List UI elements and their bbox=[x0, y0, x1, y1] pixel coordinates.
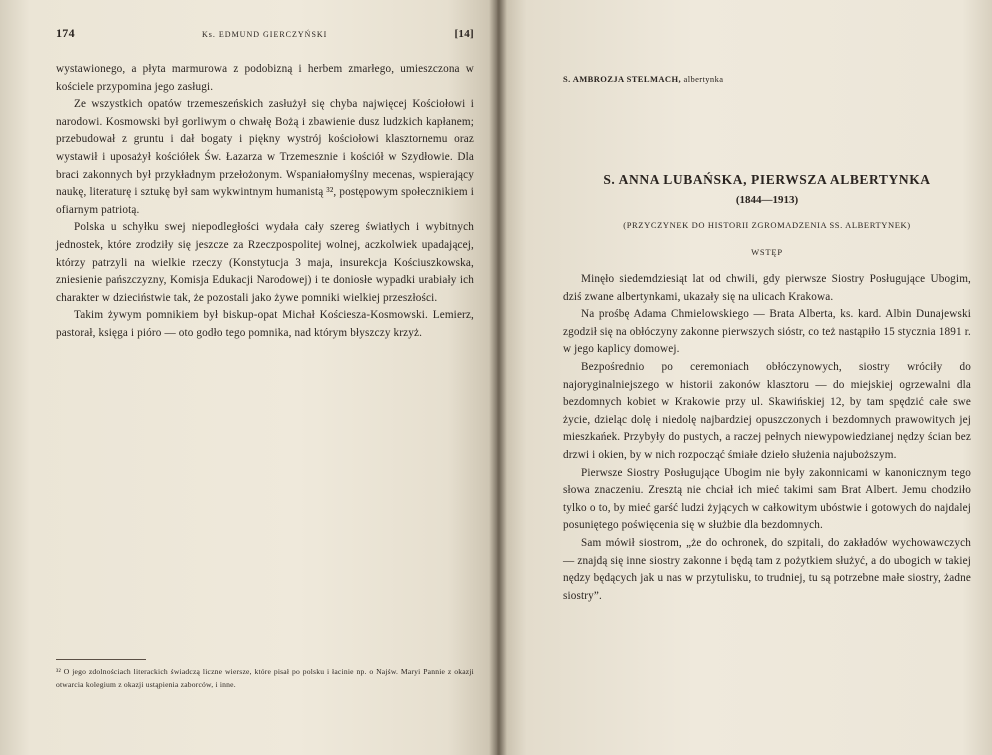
paragraph: Na prośbę Adama Chmielowskiego — Brata Alberta, ks. kard. Albin Dunajewski zgodził się na obłóczyny zakonne pierwszych sióstr, co też nastąpiło 15 stycznia 1891 r. w jego kaplicy domowej. bbox=[563, 308, 971, 356]
left-running-header bbox=[56, 26, 474, 41]
right-running-header bbox=[563, 74, 972, 84]
paragraph: Pierwsze Siostry Posługujące Ubogim nie były zakonnicami w kanonicznym tego słowa znaczeniu. Zresztą nie chciał ich mieć takimi sam Brat Albert. Jemu chodziło tylko o to, by mieć garść ludzi żyjących w całkowitym ubóstwie i gotowych do najdalej posuniętego poświęcenia się w służbie dla bezdomnych. bbox=[563, 466, 971, 532]
footnote-divider bbox=[56, 659, 146, 660]
paragraph: Sam mówił siostrom, „że do ochronek, do szpitali, do zakładów wychowawczych — znajdą się inne siostry zakonne i będą tam z pożytkiem służyć, a do ubogich w takiej nędzy będących jak u nas w przytulisku, to trudniej, tu są potrzebne małe siostry, żadne siostry”. bbox=[563, 536, 971, 602]
section-number: [14] bbox=[454, 28, 474, 40]
right-body-text bbox=[563, 271, 971, 605]
book-gutter bbox=[489, 0, 507, 755]
running-head-role: albertynka bbox=[683, 74, 724, 84]
paragraph: Minęło siedemdziesiąt lat od chwili, gdy pierwsze Siostry Posługujące Ubogim, dziś zwane albertynkami, ukazały się na ulicach Krakowa. bbox=[563, 273, 971, 303]
running-head-author: S. AMBROZJA STELMACH, bbox=[563, 74, 681, 84]
article-title: S. ANNA LUBAŃSKA, PIERWSZA ALBERTYNKA bbox=[603, 172, 931, 187]
right-page bbox=[497, 0, 992, 755]
article-subtitle: (PRZYCZYNEK DO HISTORII ZGROMADZENIA SS. ALBERTYNEK) bbox=[623, 220, 911, 230]
section-heading: WSTĘP bbox=[751, 247, 783, 257]
paragraph: Takim żywym pomnikiem był biskup-opat Michał Kościesza-Kosmowski. Lemierz, pastorał, księga i pióro — oto godło tego pomnika, nad którym błyszczy krzyż. bbox=[56, 309, 474, 339]
running-head-author: Ks. EDMUND GIERCZYŃSKI bbox=[202, 30, 328, 39]
footnote: ³² O jego zdolnościach literackich świadczą liczne wiersze, które pisał po polsku i łacinie np. o Najśw. Maryi Pannie z okazji otwarcia kolegium z okazji ustąpienia zaborców, i inne. bbox=[56, 667, 474, 689]
paragraph: wystawionego, a płyta marmurowa z podobizną i herbem zmarłego, umieszczona w kościele przypomina jego zasługi. bbox=[56, 63, 474, 93]
paragraph: Polska u schyłku swej niepodległości wydała cały szereg światłych i wybitnych jednostek, które zrodziły się jeszcze za Rzeczpospolitej wolnej, aczkolwiek upadającej, którzy patrzyli na wielkie rzeczy (Konstytucja 3 maja, insurekcja Kościuszkowska, zniesienie pańszczyzny, Komisja Edukacji Narodowej) i te doniosłe wypadki urabiały ich charakter w dzieciństwie tak, że pozostali jako żywe pomniki wielkiej przeszłości. bbox=[56, 221, 474, 304]
paragraph: Bezpośrednio po ceremoniach obłóczynowych, siostry wróciły do najoryginalniejszego w historii zakonów klasztoru — do miejskiej ogrzewalni dla bezdomnych kobiet w Krakowie przy ul. Skawińskiej 12, by tam spędzić całe swe życie, dzieląc dolę i niedolę najbardziej opuszczonych i bezdomnych prawowitych jej mieszkańek. Przybyły do pustych, a raczej pełnych niewypowiedzianej nędzy ścian bez drzwi i okien, by w nich rozpocząć śmiałe dzieło służenia najuboższym. bbox=[563, 360, 971, 461]
left-body-text bbox=[56, 61, 474, 343]
page-number: 174 bbox=[56, 26, 75, 40]
article-years: (1844—1913) bbox=[735, 194, 799, 206]
paragraph: Ze wszystkich opatów trzemeszeńskich zasłużył się chyba najwięcej Kościołowi i narodowi. Kosmowski był gorliwym o chwałę Bożą i zbawienie dusz ludzkich kapłanem; przebudował z gruntu i dał bogaty i piękny wystrój kościołowi klasztornemu oraz wystawił i uposażył kościółek Św. Łazarza w Trzemesznie i kościół w Szydłowie. Dla braci zakonnych był przykładnym przełożonym. Wspaniałomyślny mecenas, wspierający naukę, literaturę i sztukę był sam wykwintnym humanistą ³², postępowym społecznikiem i ofiarnym patriotą. bbox=[56, 98, 474, 216]
